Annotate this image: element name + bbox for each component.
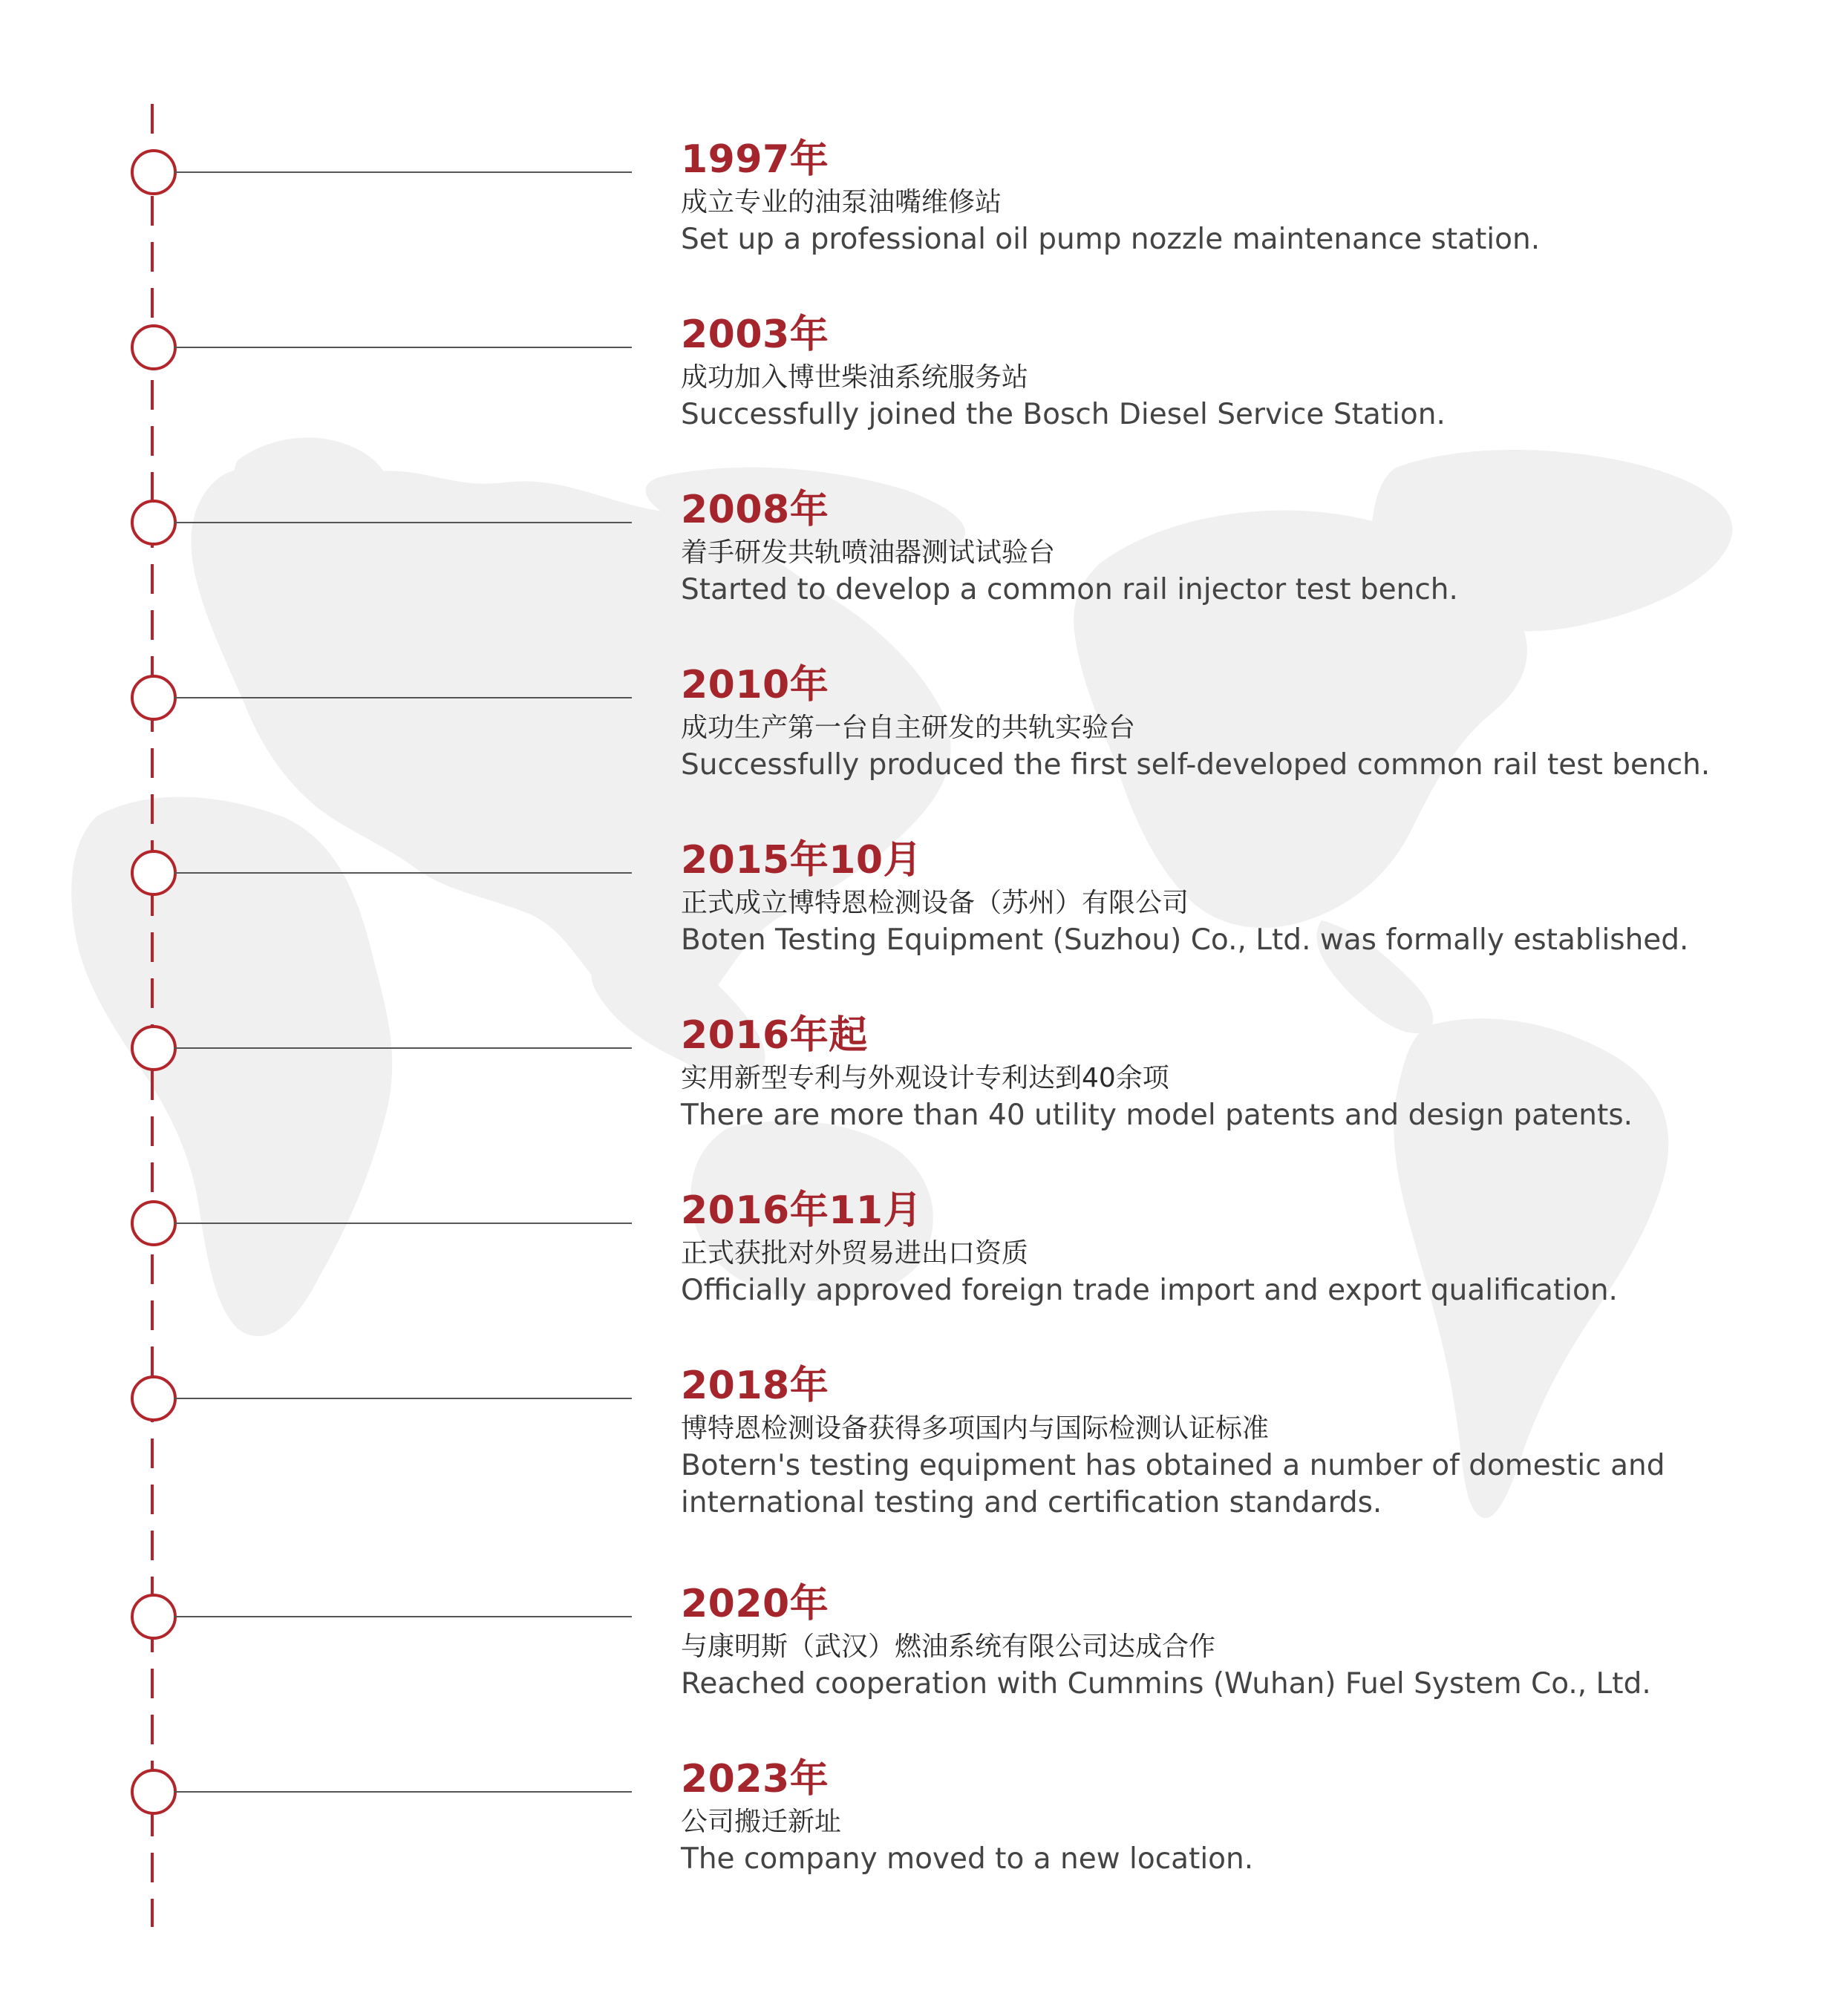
timeline-description-zh: 着手研发共轨喷油器测试试验台 bbox=[681, 537, 1056, 568]
timeline-year: 2003年 bbox=[681, 312, 829, 357]
timeline-description-zh: 实用新型专利与外观设计专利达到40余项 bbox=[681, 1063, 1169, 1093]
timeline-year: 2016年起 bbox=[681, 1013, 868, 1058]
timeline-description-en: The company moved to a new location. bbox=[681, 1842, 1254, 1876]
timeline-description-en: Started to develop a common rail injector test bench. bbox=[681, 573, 1458, 606]
timeline-year: 2023年 bbox=[681, 1757, 829, 1801]
timeline-description-zh: 正式成立博特恩检测设备（苏州）有限公司 bbox=[681, 888, 1189, 918]
timeline-year: 1997年 bbox=[681, 137, 829, 182]
timeline-year: 2020年 bbox=[681, 1582, 829, 1626]
timeline-description-zh: 与康明斯（武汉）燃油系统有限公司达成合作 bbox=[681, 1632, 1216, 1662]
timeline-text-block bbox=[681, 485, 1794, 609]
timeline-text-block bbox=[681, 135, 1794, 258]
timeline-text-block bbox=[681, 1186, 1794, 1309]
timeline-node-circle bbox=[131, 1769, 177, 1815]
timeline-connector-line bbox=[174, 697, 632, 698]
timeline-connector-line bbox=[174, 1398, 632, 1399]
timeline-description-zh: 成功生产第一台自主研发的共轨实验台 bbox=[681, 713, 1136, 743]
timeline-description-zh: 公司搬迁新址 bbox=[681, 1807, 842, 1837]
timeline-description-zh: 正式获批对外贸易进出口资质 bbox=[681, 1238, 1029, 1269]
timeline-connector-line bbox=[174, 872, 632, 874]
timeline-text-block bbox=[681, 1755, 1794, 1878]
timeline-node-circle bbox=[131, 1025, 177, 1071]
timeline-node-circle bbox=[131, 1200, 177, 1246]
timeline-description-zh: 博特恩检测设备获得多项国内与国际检测认证标准 bbox=[681, 1413, 1270, 1444]
timeline-node-circle bbox=[131, 1594, 177, 1640]
timeline-text-block bbox=[681, 310, 1794, 433]
timeline-node-circle bbox=[131, 675, 177, 721]
timeline-description-en: Officially approved foreign trade import and export qualification. bbox=[681, 1274, 1618, 1307]
timeline-description-en: Botern's testing equipment has obtained a number of domestic and international testing and certification standards. bbox=[681, 1449, 1665, 1519]
timeline-year: 2016年11月 bbox=[681, 1188, 923, 1233]
timeline-text-block bbox=[681, 1011, 1794, 1134]
timeline-connector-line bbox=[174, 1616, 632, 1617]
timeline-year: 2018年 bbox=[681, 1364, 829, 1408]
timeline-connector-line bbox=[174, 171, 632, 173]
timeline-text-block bbox=[681, 661, 1794, 784]
timeline-description-en: There are more than 40 utility model patents and design patents. bbox=[681, 1099, 1633, 1132]
timeline-description-en: Reached cooperation with Cummins (Wuhan) Fuel System Co., Ltd. bbox=[681, 1667, 1651, 1701]
timeline-description-zh: 成立专业的油泵油嘴维修站 bbox=[681, 187, 1002, 217]
timeline-description-en: Boten Testing Equipment (Suzhou) Co., Ltd. was formally established. bbox=[681, 923, 1689, 957]
timeline-connector-line bbox=[174, 347, 632, 348]
timeline-text-block bbox=[681, 1361, 1794, 1522]
timeline-node-circle bbox=[131, 149, 177, 195]
timeline-connector-line bbox=[174, 1047, 632, 1049]
timeline-description-zh: 成功加入博世柴油系统服务站 bbox=[681, 362, 1029, 393]
timeline-connector-line bbox=[174, 1223, 632, 1224]
timeline-node-circle bbox=[131, 850, 177, 896]
timeline-year: 2008年 bbox=[681, 488, 829, 532]
timeline-description-en: Successfully joined the Bosch Diesel Service Station. bbox=[681, 398, 1446, 431]
timeline-node-circle bbox=[131, 1375, 177, 1421]
timeline-node-circle bbox=[131, 500, 177, 546]
timeline-node-circle bbox=[131, 324, 177, 370]
timeline-text-block bbox=[681, 1580, 1794, 1703]
timeline-year: 2010年 bbox=[681, 663, 829, 707]
timeline-description-en: Set up a professional oil pump nozzle maintenance station. bbox=[681, 223, 1541, 256]
timeline-text-block bbox=[681, 836, 1794, 959]
timeline-description-en: Successfully produced the first self-developed common rail test bench. bbox=[681, 748, 1711, 782]
timeline-year: 2015年10月 bbox=[681, 838, 923, 883]
timeline-connector-line bbox=[174, 522, 632, 523]
timeline-connector-line bbox=[174, 1791, 632, 1793]
